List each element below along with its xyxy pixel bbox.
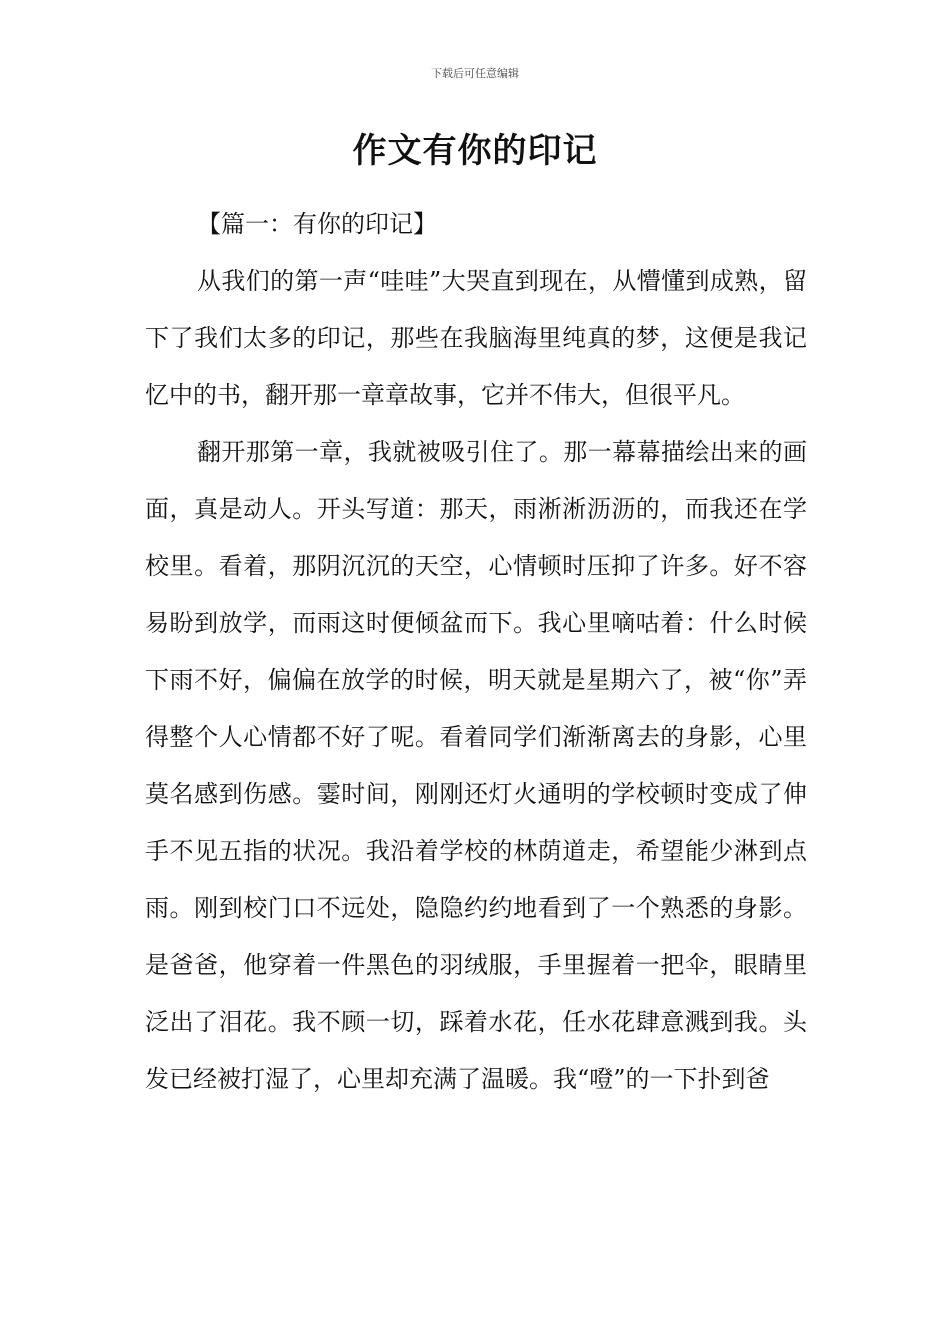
paragraph-1: 从我们的第一声“哇哇”大哭直到现在，从懵懂到成熟，留下了我们太多的印记，那些在我脑海里纯真的梦，这便是我记忆中的书，翻开那一章章故事，它并不伟大，但很平凡。 <box>145 267 807 409</box>
header-note: 下载后可任意编辑 <box>431 67 519 80</box>
section-heading: 【篇一：有你的印记】 <box>197 210 437 238</box>
document-title: 作文有你的印记 <box>352 131 598 171</box>
document-body <box>145 196 807 1108</box>
paragraph-2: 翻开那第一章，我就被吸引住了。那一幕幕描绘出来的画面，真是动人。开头写道：那天，雨淅淅沥沥的，而我还在学校里。看着，那阴沉沉的天空，心情顿时压抑了许多。好不容易盼到放学，而雨这时便倾盆而下。我心里嘀咕着：什么时候下雨不好，偏偏在放学的时候，明天就是星期六了，被“你”弄得整个人心情都不好了呢。看着同学们渐渐离去的身影，心里莫名感到伤感。霎时间，刚刚还灯火通明的学校顿时变成了伸手不见五指的状况。我沿着学校的林荫道走，希望能少淋到点雨。刚到校门口不远处，隐隐约约地看到了一个熟悉的身影。是爸爸，他穿着一件黑色的羽绒服，手里握着一把伞，眼睛里泛出了泪花。我不顾一切，踩着水花，任水花肆意溅到我。头发已经被打湿了，心里却充满了温暖。我“噔”的一下扑到爸 <box>145 438 807 1093</box>
